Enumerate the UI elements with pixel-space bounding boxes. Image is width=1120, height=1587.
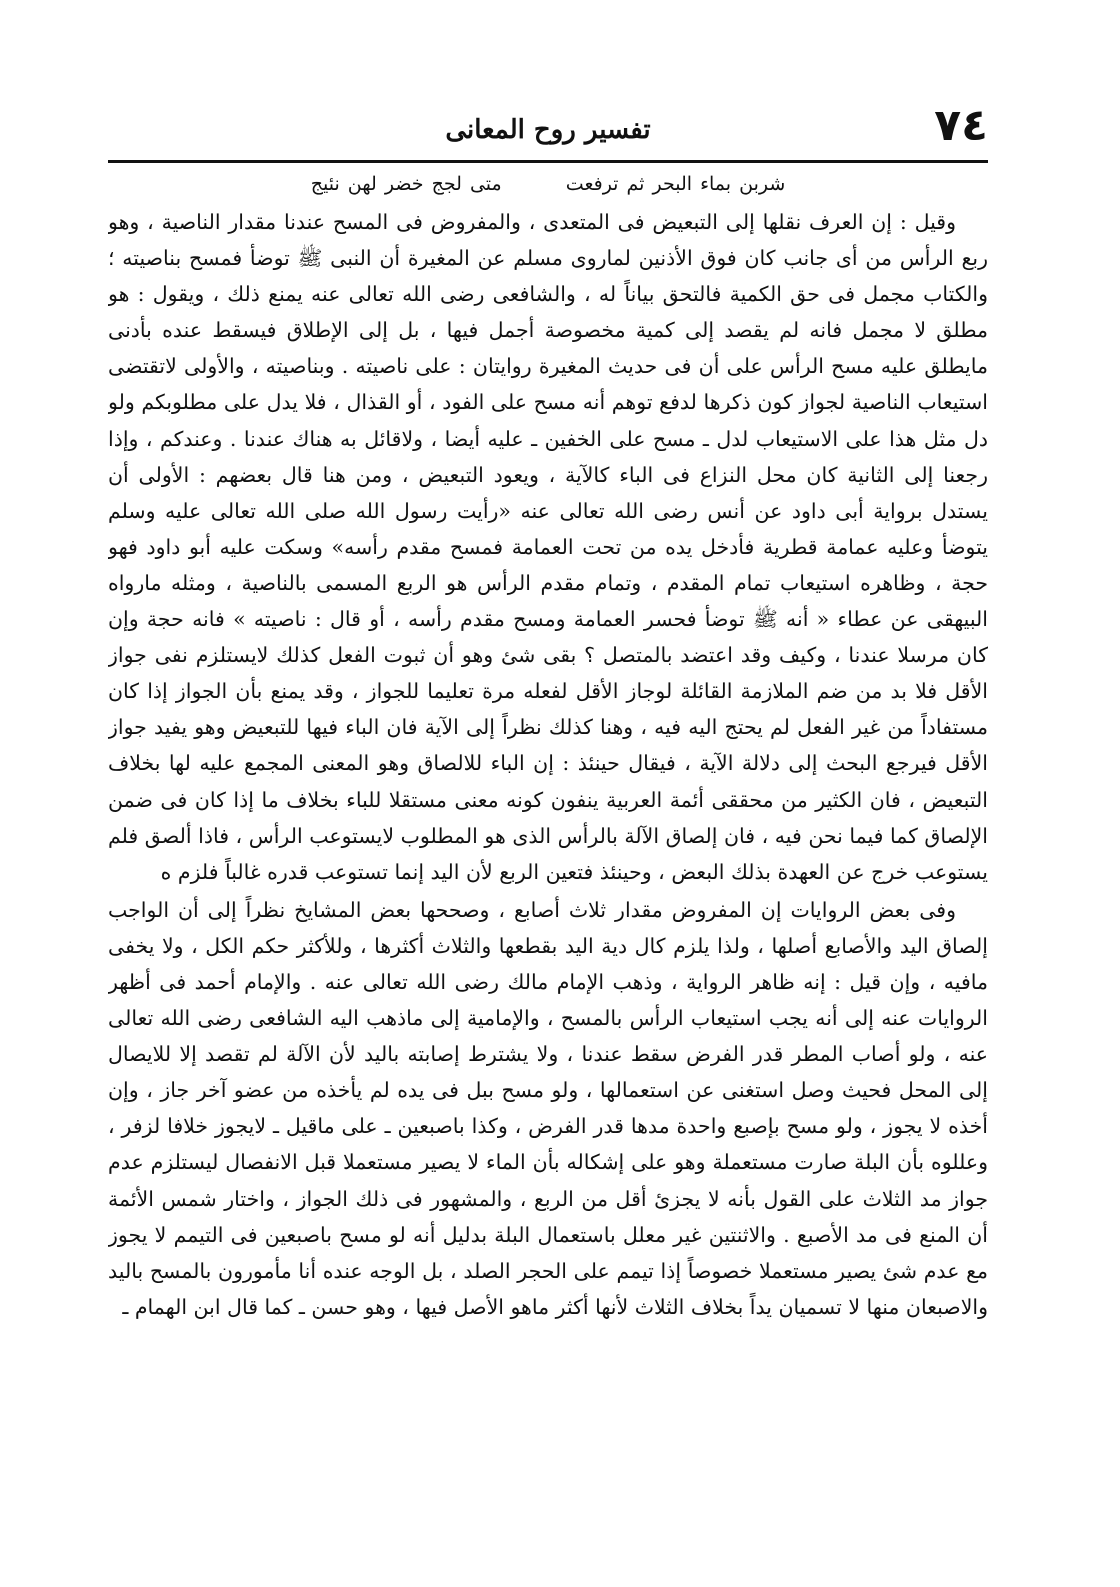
verse-first-hemistich: شربن بماء البحر ثم ترفعت: [565, 173, 786, 195]
running-title: تفسير روح المعانى: [445, 115, 651, 145]
verse-second-hemistich: متى لجج خضر لهن نئيج: [310, 173, 502, 195]
verse-line: [108, 168, 988, 200]
header-rule: [108, 160, 988, 163]
body-text: [108, 204, 988, 1564]
page-number: ٧٤: [934, 100, 988, 151]
paragraph-2: وفى بعض الروايات إن المفروض مقدار ثلاث أصابع ، وصححها بعض المشايخ نظراً إلى أن الواجب إلصاق اليد والأصابع أصلها ، ولذا يلزم كال دية اليد بقطعها والثلاث أكثرها ، وللأكثر حكم الكل ، ولا يخفى مافيه ، وإن قيل : إنه ظاهر الرواية ، وذهب الإمام مالك رضى الله تعالى عنه . والإمام أحمد فى أظهر الروايات عنه إلى أنه يجب استيعاب الرأس بالمسح ، والإمامية إلى ماذهب اليه الشافعى رضى الله تعالى عنه ، ولو أصاب المطر قدر الفرض سقط عندنا ، ولا يشترط إصابته باليد لأن الآلة لم تقصد إلا للايصال إلى المحل فحيث وصل استغنى عن استعمالها ، ولو مسح ببل فى يده لم يأخذه من عضو آخر جاز ، وإن أخذه لا يجوز ، ولو مسح بإصبع واحدة مدها قدر الفرض ، وكذا باصبعين ـ على ماقيل ـ لايجوز خلافا لزفر ، وعللوه بأن البلة صارت مستعملة وهو على إشكاله بأن الماء لا يصير مستعملا قبل الانفصال ليستلزم عدم جواز مد الثلاث على القول بأنه لا يجزئ أقل من الربع ، والمشهور فى ذلك الجواز ، واختار شمس الأئمة أن المنع فى مد الأصبع . والاثنتين غير معلل باستعمال البلة بدليل أنه لو مسح باصبعين فى التيمم لا يجوز مع عدم شئ يصير مستعملا خصوصاً إذا تيمم على الحجر الصلد ، بل الوجه عنده أنا مأمورون بالمسح باليد والاصبعان منها لا تسميان يداً بخلاف الثلاث لأنها أكثر ماهو الأصل فيها ، وهو حسن ـ كما قال ابن الهمام ـ: [108, 897, 988, 1319]
paragraph-1: وقيل : إن العرف نقلها إلى التبعيض فى المتعدى ، والمفروض فى المسح عندنا مقدار الناصية ، وهو ربع الرأس من أى جانب كان فوق الأذنين لماروى مسلم عن المغيرة أن النبى ﷺ توضأ فمسح بناصيته ؛ والكتاب مجمل فى حق الكمية فالتحق بياناً له ، والشافعى رضى الله تعالى عنه يمنع ذلك ، ويقول : هو مطلق لا مجمل فانه لم يقصد إلى كمية مخصوصة أجمل فيها ، بل إلى الإطلاق فيسقط عنده بأدنى مايطلق عليه مسح الرأس على أن فى حديث المغيرة روايتان : على ناصيته . وبناصيته ، والأولى لاتقتضى استيعاب الناصية لجواز كون ذكرها لدفع توهم أنه مسح على الفود ، أو القذال ، فلا يدل على مطلوبكم ولو دل مثل هذا على الاستيعاب لدل ـ مسح على الخفين ـ عليه أيضا ، ولاقائل به هناك عندنا . وعندكم ، وإذا رجعنا إلى الثانية كان محل النزاع فى الباء كالآية ، ويعود التبعيض ، ومن هنا قال بعضهم : الأولى أن يستدل برواية أبى داود عن أنس رضى الله تعالى عنه «رأيت رسول الله صلى الله تعالى عليه وسلم يتوضأ وعليه عمامة قطرية فأدخل يده من تحت العمامة فمسح مقدم رأسه» وسكت عليه أبو داود فهو حجة ، وظاهره استيعاب تمام المقدم ، وتمام مقدم الرأس هو الربع المسمى بالناصية ، ومثله مارواه البيهقى عن عطاء « أنه ﷺ توضأ فحسر العمامة ومسح مقدم رأسه ، أو قال : ناصيته » فانه حجة وإن كان مرسلا عندنا ، وكيف وقد اعتضد بالمتصل ؟ بقى شئ وهو أن ثبوت الفعل كذلك لايستلزم نفى جواز الأقل فلا بد من ضم الملازمة القائلة لوجاز الأقل لفعله مرة تعليما للجواز ، وقد يمنع بأن الجواز إذا كان مستفاداً من غير الفعل لم يحتج اليه فيه ، وهنا كذلك نظراً إلى الآية فان الباء فيها للتبعيض وهو يفيد جواز الأقل فيرجع البحث إلى دلالة الآية ، فيقال حينئذ : إن الباء للالصاق وهو المعنى المجمع عليه لها بخلاف التبعيض ، فان الكثير من محققى أئمة العربية ينفون كونه معنى مستقلا للباء بخلاف ما إذا كان فى ضمن الإلصاق كما فيما نحن فيه ، فان إلصاق الآلة بالرأس الذى هو المطلوب لايستوعب الرأس ، فاذا ألصق فلم يستوعب خرج عن العهدة بذلك البعض ، وحينئذ فتعين الربع لأن اليد إنما تستوعب قدره غالباً فلزم ه: [108, 210, 988, 884]
page-header: [108, 100, 988, 160]
